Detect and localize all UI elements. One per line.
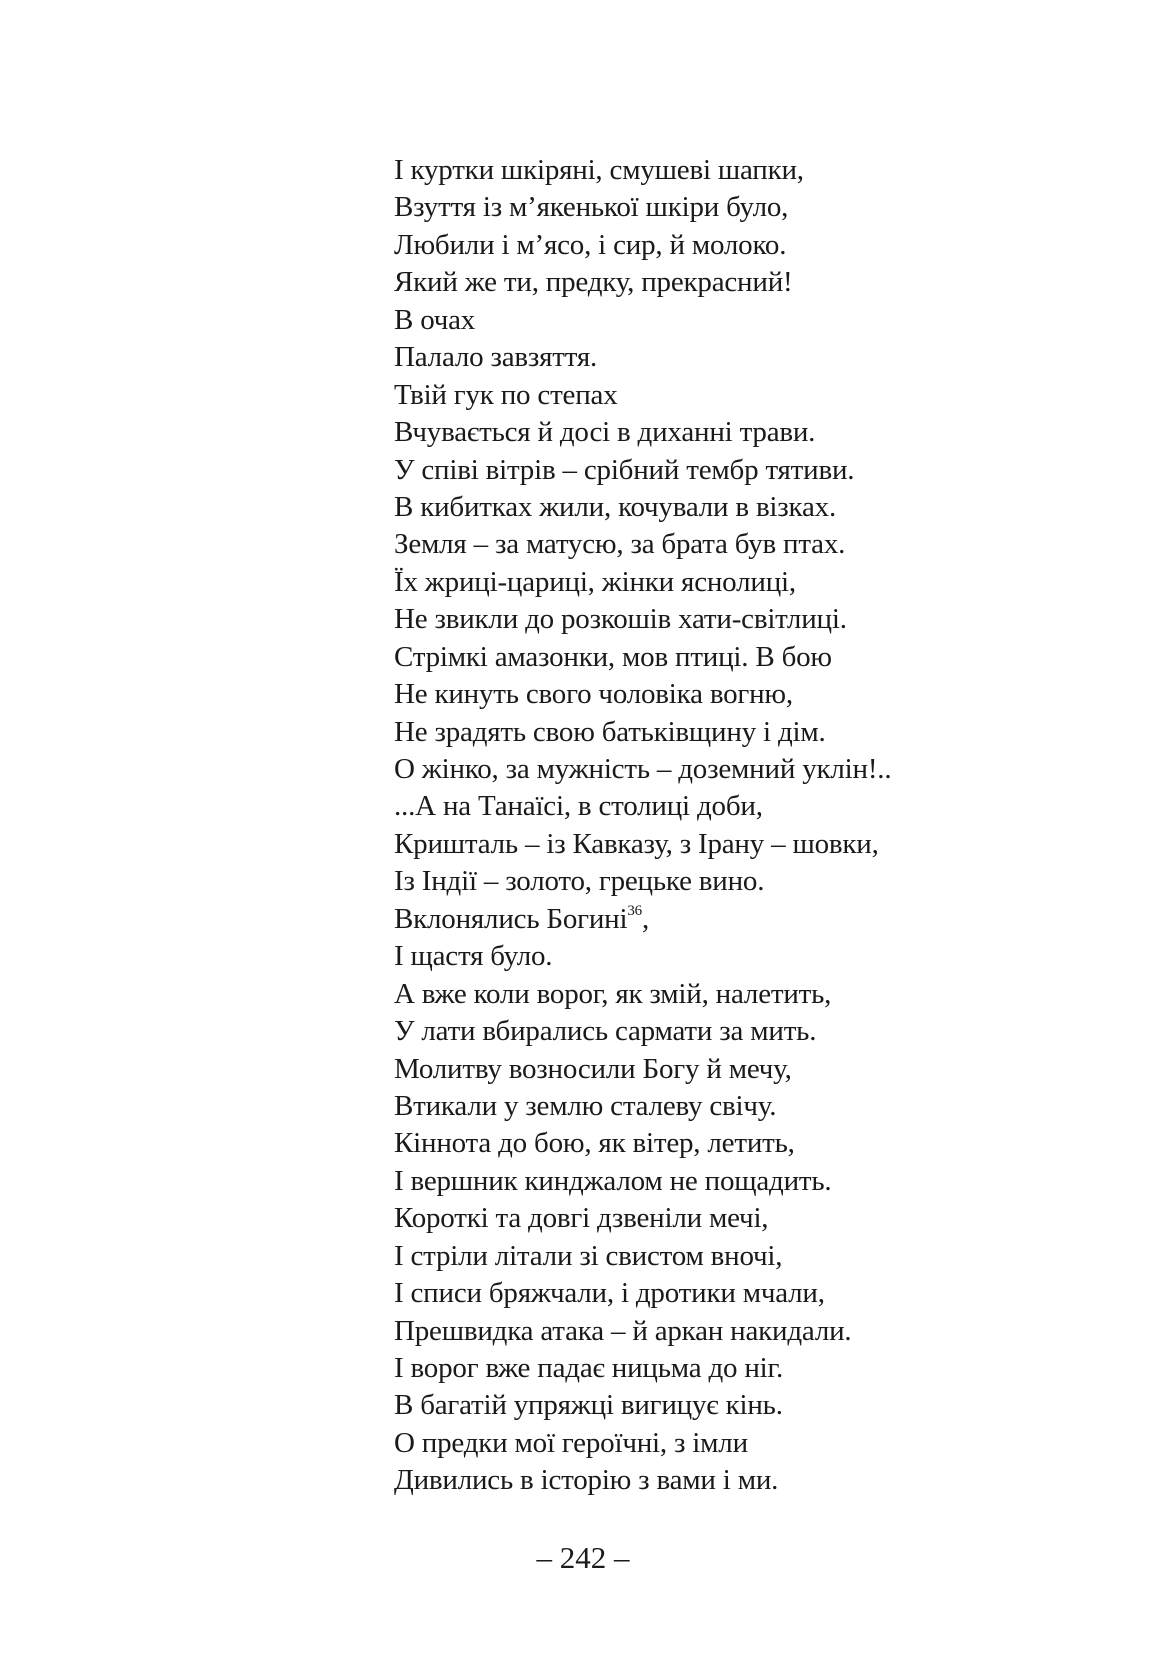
poem-line: Палало завзяття.: [394, 341, 598, 374]
poem-text: [394, 152, 1094, 1500]
poem-line: Їх жриці-цариці, жінки яснолиці,: [394, 565, 796, 598]
poem-line: Твій гук по степах: [394, 378, 618, 411]
poem-line-text: Вклонялись Богині: [394, 902, 628, 935]
poem-line: І вершник кинджалом не пощадить.: [394, 1164, 832, 1197]
poem-line: Прешвидка атака – й аркан накидали.: [394, 1314, 852, 1347]
poem-line: Молитву возносили Богу й мечу,: [394, 1052, 792, 1085]
poem-line: Короткі та довгі дзвеніли мечі,: [394, 1202, 769, 1235]
poem-line: Стрімкі амазонки, мов птиці. В бою: [394, 640, 832, 673]
footnote-reference[interactable]: 36: [627, 903, 642, 920]
poem-line: В очах: [394, 303, 476, 336]
poem-line: Дивились в історію з вами і ми.: [394, 1464, 779, 1497]
poem-line: А вже коли ворог, як змій, налетить,: [394, 977, 832, 1010]
poem-line: В багатій упряжці вигицує кінь.: [394, 1389, 783, 1422]
poem-line: Втикали у землю сталеву свічу.: [394, 1089, 777, 1122]
poem-line: О предки мої героїчні, з імли: [394, 1426, 748, 1459]
poem-line: І стріли літали зі свистом вночі,: [394, 1239, 783, 1272]
poem-line-with-footnote: [394, 901, 1094, 938]
poem-line: Вчувається й досі в диханні трави.: [394, 416, 816, 449]
poem-line: У лати вбирались сармати за мить.: [394, 1015, 817, 1048]
page-number: – 242 –: [536, 1540, 630, 1575]
poem-line: Із Індії – золото, грецьке вино.: [394, 865, 765, 898]
poem-line: О жінко, за мужність – доземний уклін!..: [394, 753, 892, 785]
poem-line: Не зрадять свою батьківщину і дім.: [394, 715, 826, 748]
poem-line: І щастя було.: [394, 940, 553, 973]
poem-line: І куртки шкіряні, смушеві шапки,: [394, 154, 804, 186]
poem-line: І ворог вже падає ницьма до ніг.: [394, 1352, 784, 1384]
poem-line-punctuation: ,: [641, 902, 650, 935]
poem-line: Взуття із м’якенької шкіри було,: [394, 191, 789, 224]
poem-line: В кибитках жили, кочували в візках.: [394, 490, 837, 523]
poem-line: Любили і м’ясо, і сир, й молоко.: [394, 228, 787, 261]
poem-line: У співі вітрів – срібний тембр тятиви.: [394, 453, 855, 486]
poem-line: Кришталь – із Кавказу, з Ірану – шовки,: [394, 827, 879, 860]
poem-line: Кіннота до бою, як вітер, летить,: [394, 1127, 795, 1160]
poem-line: І списи бряжчали, і дротики мчали,: [394, 1277, 825, 1310]
poem-line: Не звикли до розкошів хати-світлиці.: [394, 603, 847, 636]
poem-line: ...А на Танаїсі, в столиці доби,: [394, 790, 763, 823]
poem-line: Який же ти, предку, прекрасний!: [394, 266, 793, 299]
poem-line: Не кинуть свого чоловіка вогню,: [394, 678, 793, 711]
poem-line: Земля – за матусю, за брата був птах.: [394, 528, 846, 561]
